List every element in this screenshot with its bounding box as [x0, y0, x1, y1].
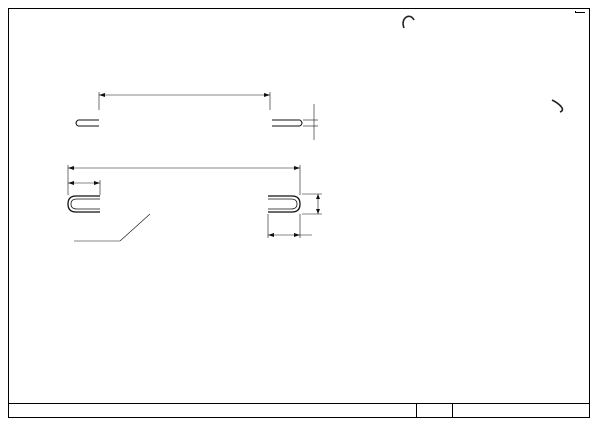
- title-block: [8, 403, 590, 418]
- model-cell: [416, 404, 455, 417]
- sheet-footer-wrap: [8, 8, 590, 418]
- model-value-cell: [452, 404, 525, 417]
